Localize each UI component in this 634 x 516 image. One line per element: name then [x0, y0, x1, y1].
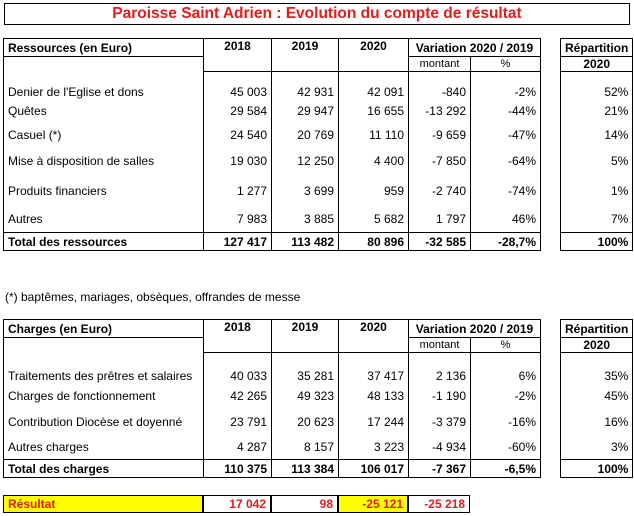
repartition-header: Répartition	[561, 320, 633, 338]
table-row	[4, 207, 633, 233]
cell-pct: 6%	[471, 353, 541, 383]
total-rep: 100%	[561, 233, 633, 251]
cell-montant: -4 934	[409, 435, 471, 460]
row-label: Produits financiers	[4, 175, 204, 207]
cell-2019: 20 769	[272, 124, 339, 147]
cell-montant: -2 740	[409, 175, 471, 207]
cell-pct: -44%	[471, 99, 541, 124]
table-row	[4, 72, 633, 99]
cell-2019: 8 157	[272, 435, 339, 460]
cell-pct: -60%	[471, 435, 541, 460]
total-montant: -32 585	[409, 233, 471, 251]
cell-pct: -47%	[471, 124, 541, 147]
row-label: Casuel (*)	[4, 124, 204, 147]
cell-montant: 1 797	[409, 207, 471, 233]
cell-pct: 46%	[471, 207, 541, 233]
report-title: Paroisse Saint Adrien : Evolution du compte de résultat	[4, 3, 630, 25]
cell-2020: 4 400	[339, 147, 409, 175]
resultat-2020: -25 121	[338, 495, 408, 513]
charges-header: Charges (en Euro)	[4, 320, 204, 338]
cell-2018: 40 033	[204, 353, 272, 383]
cell-2018: 45 003	[204, 72, 272, 99]
row-label: Contribution Diocèse et doyenné	[4, 409, 204, 435]
cell-rep: 7%	[561, 207, 633, 233]
cell-rep: 1%	[561, 175, 633, 207]
cell-montant: -1 190	[409, 383, 471, 409]
table-row	[4, 147, 633, 175]
cell-rep: 45%	[561, 383, 633, 409]
cell-2018: 7 983	[204, 207, 272, 233]
row-label: Quêtes	[4, 99, 204, 124]
cell-montant: -3 379	[409, 409, 471, 435]
total-pct: -28,7%	[471, 233, 541, 251]
repartition-year: 2020	[561, 57, 633, 72]
total-2018: 127 417	[204, 233, 272, 251]
variation-header: Variation 2020 / 2019	[409, 320, 541, 338]
cell-rep: 5%	[561, 147, 633, 175]
total-2020: 80 896	[339, 233, 409, 251]
table-row	[4, 383, 633, 409]
cell-2019: 20 623	[272, 409, 339, 435]
total-rep: 100%	[561, 460, 633, 478]
year-2020-header: 2020	[339, 320, 409, 353]
row-label: Denier de l'Eglise et dons	[4, 72, 204, 99]
cell-2018: 24 540	[204, 124, 272, 147]
cell-2018: 1 277	[204, 175, 272, 207]
cell-2018: 42 265	[204, 383, 272, 409]
cell-montant: -7 850	[409, 147, 471, 175]
total-2019: 113 482	[272, 233, 339, 251]
cell-2019: 49 323	[272, 383, 339, 409]
cell-montant: -840	[409, 72, 471, 99]
cell-2018: 29 584	[204, 99, 272, 124]
cell-2020: 42 091	[339, 72, 409, 99]
cell-2018: 19 030	[204, 147, 272, 175]
total-row	[4, 233, 633, 251]
cell-2019: 12 250	[272, 147, 339, 175]
row-label: Autres charges	[4, 435, 204, 460]
repartition-year: 2020	[561, 338, 633, 353]
casuel-footnote: (*) baptêmes, mariages, obsèques, offrandes de messe	[5, 290, 301, 304]
cell-montant: -13 292	[409, 99, 471, 124]
pct-subheader: %	[471, 57, 541, 72]
cell-pct: -74%	[471, 175, 541, 207]
cell-montant: -9 659	[409, 124, 471, 147]
cell-2018: 4 287	[204, 435, 272, 460]
resultat-2018: 17 042	[203, 495, 271, 513]
total-montant: -7 367	[409, 460, 471, 478]
cell-2019: 3 699	[272, 175, 339, 207]
cell-pct: -2%	[471, 383, 541, 409]
cell-2020: 16 655	[339, 99, 409, 124]
resultat-label: Résultat	[3, 495, 203, 513]
cell-2019: 29 947	[272, 99, 339, 124]
table-row	[4, 175, 633, 207]
cell-2020: 37 417	[339, 353, 409, 383]
variation-header: Variation 2020 / 2019	[409, 39, 541, 57]
cell-montant: 2 136	[409, 353, 471, 383]
table-row	[4, 99, 633, 124]
cell-rep: 3%	[561, 435, 633, 460]
montant-subheader: montant	[409, 57, 471, 72]
row-label: Autres	[4, 207, 204, 233]
row-label: Mise à disposition de salles	[4, 147, 204, 175]
total-2020: 106 017	[339, 460, 409, 478]
cell-rep: 21%	[561, 99, 633, 124]
table-row	[4, 353, 633, 383]
cell-rep: 16%	[561, 409, 633, 435]
cell-pct: -2%	[471, 72, 541, 99]
cell-pct: -64%	[471, 147, 541, 175]
montant-subheader: montant	[409, 338, 471, 353]
row-label: Traitements des prêtres et salaires	[4, 353, 204, 383]
cell-rep: 14%	[561, 124, 633, 147]
year-2018-header: 2018	[204, 320, 272, 353]
cell-2020: 959	[339, 175, 409, 207]
cell-2020: 3 223	[339, 435, 409, 460]
cell-2020: 11 110	[339, 124, 409, 147]
cell-rep: 52%	[561, 72, 633, 99]
total-label: Total des ressources	[4, 233, 204, 251]
cell-2020: 17 244	[339, 409, 409, 435]
table-row	[4, 409, 633, 435]
cell-pct: -16%	[471, 409, 541, 435]
resultat-2019: 98	[271, 495, 338, 513]
table-row	[4, 124, 633, 147]
cell-2019: 3 885	[272, 207, 339, 233]
row-label: Charges de fonctionnement	[4, 383, 204, 409]
cell-2018: 23 791	[204, 409, 272, 435]
total-label: Total des charges	[4, 460, 204, 478]
repartition-header: Répartition	[561, 39, 633, 57]
ressources-table	[3, 38, 633, 251]
total-2019: 113 384	[272, 460, 339, 478]
charges-table	[3, 319, 633, 478]
total-row	[4, 460, 633, 478]
total-pct: -6,5%	[471, 460, 541, 478]
year-2019-header: 2019	[272, 39, 339, 72]
total-2018: 110 375	[204, 460, 272, 478]
cell-2020: 5 682	[339, 207, 409, 233]
year-2020-header: 2020	[339, 39, 409, 72]
cell-rep: 35%	[561, 353, 633, 383]
pct-subheader: %	[471, 338, 541, 353]
cell-2019: 42 931	[272, 72, 339, 99]
resultat-montant: -25 218	[408, 495, 470, 513]
year-2019-header: 2019	[272, 320, 339, 353]
cell-2020: 48 133	[339, 383, 409, 409]
year-2018-header: 2018	[204, 39, 272, 72]
ressources-header: Ressources (en Euro)	[4, 39, 204, 57]
cell-2019: 35 281	[272, 353, 339, 383]
table-row	[4, 435, 633, 460]
